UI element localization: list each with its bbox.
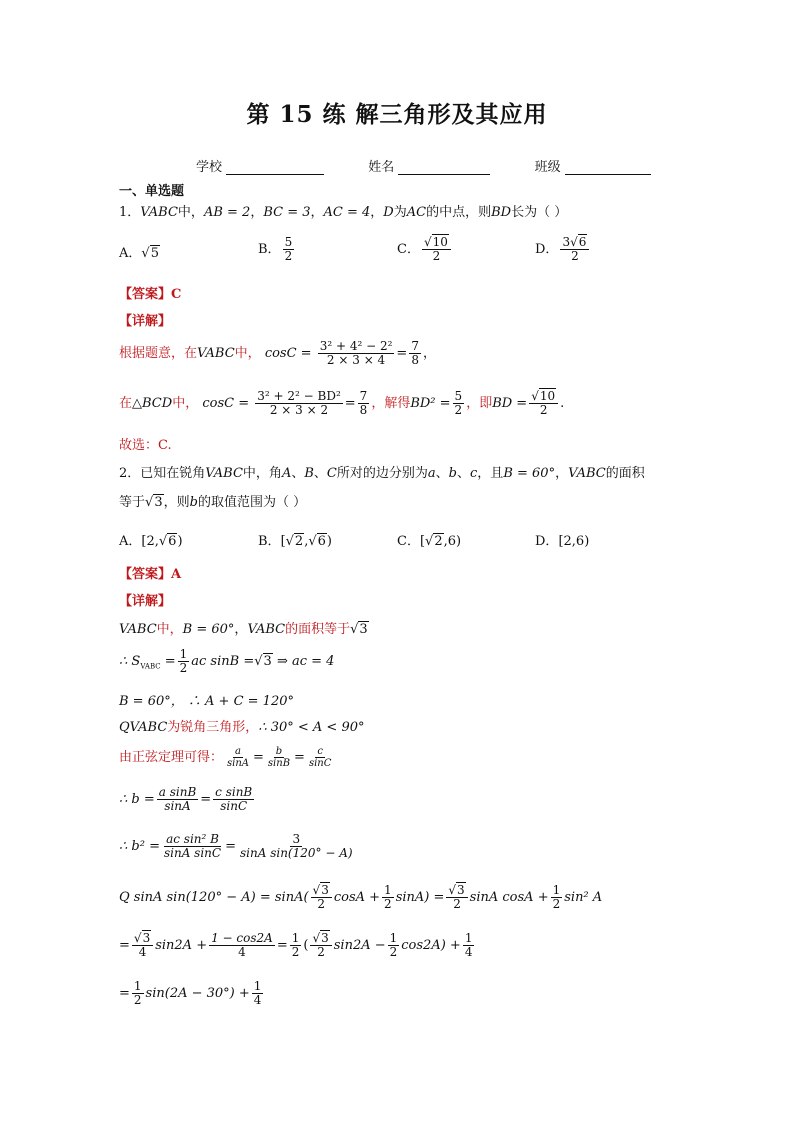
class-label: 班级 (534, 160, 561, 175)
q1-conclusion: 故选：C. (119, 438, 172, 453)
q1-text: 中， (177, 205, 204, 220)
option-value: 5 (150, 246, 159, 261)
q2-option-d[interactable]: D．[2,6) (535, 534, 590, 549)
q1-cond: BC = 3 (263, 205, 311, 220)
fraction: $\frac{5}{2}$ (284, 235, 293, 263)
q2-option-a[interactable]: A．[2,√6) (119, 534, 183, 549)
q1-number: 1． (119, 205, 141, 220)
q2-step4: QVABC为锐角三角形，∴ 30° < A < 90° (119, 720, 365, 735)
q1-option-d[interactable] (535, 236, 591, 263)
q2-answer: 【答案】A (119, 567, 182, 582)
q1-option-a[interactable]: A．√5 (119, 246, 159, 261)
q2-step9: = $\frac{√3}{4}$ sin2A + $\frac{1 - \cos 2A}{4}$ = $\frac{1}{2}$ ( $\frac{√3}{2}$ sin2A − $\frac{1}{2}$ cos2A) + $\frac{1}{4}$ (119, 931, 473, 959)
q1-stem: 1．VABC中，AB = 2，BC = 3，AC = 4，D为AC的中点，则BD长为（ ） (119, 205, 568, 220)
q2-option-c[interactable]: C．[√2,6) (397, 534, 462, 549)
option-label: D． (535, 242, 559, 257)
q2-step2: ∴ $S_{VABC}$ = $\frac{1}{2}$ ac sinB =√3 ⇒ ac = 4 (119, 647, 335, 675)
q1-seg: BD (491, 205, 512, 220)
q1-answer: 【答案】C (119, 287, 182, 302)
q1-cond: AC = 4 (323, 205, 371, 220)
q2-step1: VABC中，B = 60°，VABC的面积等于√3 (119, 622, 368, 637)
fraction: $\frac{√10}{2}$ (422, 236, 451, 263)
q2-step3: B = 60°， ∴ A + C = 120° (119, 694, 294, 709)
q2-detail-heading: 【详解】 (119, 594, 172, 609)
student-info-fields (196, 156, 651, 175)
option-label: B． (258, 242, 281, 257)
q1-solution-line2: 在△BCD中， cosC = $\frac{\text{3² + 2² − BD²}}{2 \times 3 \times 2}$ = $\frac{7}{8}$ ，解得BD² = $\frac{5}{2}$ ，即BD = $\frac{√10}{2}$ . (119, 389, 565, 417)
q2-stem-line1: 2．已知在锐角VABC中，角A、B、C所对的边分别为a、b、c，且B = 60°，VABC的面积 (119, 466, 645, 481)
q2-stem-line2: 等于√3，则b的取值范围为（ ） (119, 495, 307, 510)
school-input-line[interactable] (226, 160, 324, 175)
q2-step5: 由正弦定理可得： $\frac{a}{\sin A}$ = $\frac{b}{\sin B}$ = $\frac{c}{\sin C}$ (119, 746, 332, 769)
name-input-line[interactable] (398, 160, 490, 175)
q1-option-b[interactable] (258, 236, 296, 263)
q1-cond: AB = 2 (203, 205, 251, 220)
q1-text: 的中点，则 (426, 205, 492, 220)
q1-solution-line1: 根据题意，在VABC中， cosC = $\frac{\text{3² + 4² − 2²}}{2 \times 3 \times 4}$ = $\frac{7}{8}$ ， (119, 339, 436, 367)
option-label: A． (119, 246, 142, 261)
q2-step6: ∴ b = $\frac{\text{a sinB}}{\sin A}$ = $\frac{\text{c sinB}}{\sin C}$ (119, 785, 253, 813)
q1-option-c[interactable] (397, 236, 453, 263)
section-heading: 一、单选题 (119, 184, 185, 199)
q1-text: 长为（ ） (511, 205, 568, 220)
page-title: 第 15 练 解三角形及其应用 (246, 101, 548, 128)
name-label: 姓名 (368, 160, 395, 175)
q1-text: 为 (393, 205, 407, 220)
q2-option-b[interactable]: B．[√2,√6) (258, 534, 332, 549)
q1-point: D (383, 205, 394, 220)
class-input-line[interactable] (565, 160, 651, 175)
q1-triangle: VABC (140, 205, 178, 220)
q2-step10: = $\frac{1}{2}$ sin(2A − 30°) + $\frac{1}{4}$ (119, 979, 262, 1007)
fraction: $\frac{3√6}{2}$ (560, 236, 589, 263)
option-label: C． (397, 242, 420, 257)
q2-step8: Q sinA sin(120° − A) = sinA( $\frac{√3}{2}$ cosA + $\frac{1}{2}$ sinA) = $\frac{√3}{2}$ sinA cosA + $\frac{1}{2}$ sin² A (119, 883, 603, 911)
school-label: 学校 (196, 160, 223, 175)
q2-step7: ∴ b² = $\frac{\text{ac sin² B}}{\text{sinA sinC}}$ = $\frac{3}{\text{sinA sin(120° − A)}}$ (119, 832, 353, 860)
q1-detail-heading: 【详解】 (119, 314, 172, 329)
q1-seg: AC (406, 205, 427, 220)
